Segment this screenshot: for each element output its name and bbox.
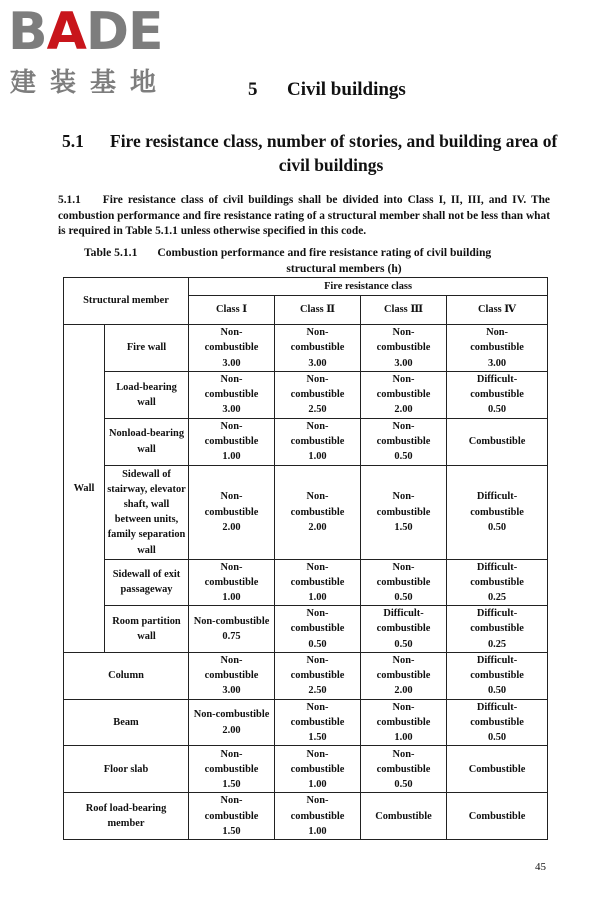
- rating-cell-line: Non-: [220, 327, 243, 339]
- rating-cell: [361, 606, 447, 653]
- rating-cell-line: 1.00: [222, 451, 241, 463]
- rating-cell-line: combustible: [204, 576, 259, 588]
- member-name: Fire wall: [105, 325, 189, 372]
- logo-chinese-text: 建装基地: [10, 68, 171, 98]
- rating-cell-line: 1.00: [222, 592, 241, 604]
- rating-cell-line: Non-: [306, 608, 329, 620]
- rating-cell-line: 0.75: [222, 631, 241, 643]
- rating-cell-line: Non-: [306, 420, 329, 432]
- rating-cell: [189, 746, 275, 793]
- rating-cell-line: Non-: [392, 491, 415, 503]
- rating-cell-line: combustible: [290, 810, 345, 822]
- rating-cell: [189, 325, 275, 372]
- rating-cell: [447, 465, 548, 559]
- rating-cell-line: 3.00: [222, 357, 241, 369]
- rating-cell: [189, 793, 275, 840]
- rating-cell-line: Combustible: [375, 810, 432, 822]
- rating-cell-line: Difficult-: [476, 374, 518, 385]
- rating-cell-line: 0.25: [487, 638, 507, 650]
- header-structural-member: Structural member: [64, 278, 189, 325]
- rating-cell-line: combustible: [470, 623, 524, 635]
- rating-cell-line: combustible: [376, 763, 431, 775]
- rating-cell-line: combustible: [204, 436, 259, 447]
- rating-cell-line: Non-: [486, 327, 509, 339]
- clause-number: 5.1.1: [58, 194, 81, 206]
- rating-cell: [275, 793, 361, 840]
- rating-cell: [447, 746, 548, 793]
- rating-cell: [275, 559, 361, 606]
- rating-cell-line: Non-: [392, 327, 415, 339]
- rating-cell-line: 2.00: [222, 724, 241, 736]
- rating-cell-line: combustible: [376, 342, 431, 354]
- rating-cell: [189, 606, 275, 653]
- member-name: Column: [64, 652, 189, 699]
- rating-cell-line: combustible: [204, 506, 259, 518]
- rating-cell: [361, 372, 447, 419]
- rating-cell-line: 1.50: [394, 521, 413, 533]
- rating-cell: [361, 465, 447, 559]
- rating-cell-line: Non-: [306, 491, 329, 503]
- rating-cell: [361, 652, 447, 699]
- rating-cell-line: combustible: [290, 576, 345, 588]
- rating-cell-line: combustible: [290, 670, 345, 682]
- rating-cell-line: 1.00: [308, 451, 327, 463]
- rating-cell-line: Non-: [220, 795, 243, 807]
- rating-cell-line: combustible: [204, 670, 259, 682]
- rating-cell-line: combustible: [204, 810, 259, 822]
- page-number: 45: [535, 861, 546, 873]
- rating-cell: [275, 699, 361, 746]
- rating-cell: [189, 418, 275, 465]
- fire-resistance-table: [63, 277, 548, 840]
- clause-paragraph: [58, 193, 550, 240]
- rating-cell: [447, 325, 548, 372]
- rating-cell-line: 2.00: [222, 521, 241, 533]
- rating-cell-line: Non-: [220, 491, 243, 503]
- rating-cell-line: 0.50: [487, 404, 507, 416]
- section-title-line1: Fire resistance class, number of stories, and building area of: [110, 131, 558, 151]
- rating-cell-line: 0.50: [394, 779, 413, 791]
- member-name: Sidewall of exit passageway: [105, 559, 189, 606]
- rating-cell-line: Non-: [220, 655, 243, 667]
- rating-cell-line: 3.00: [222, 685, 241, 697]
- rating-cell-line: 0.50: [394, 638, 413, 650]
- rating-cell: [361, 699, 447, 746]
- rating-cell-line: Non-: [392, 561, 415, 573]
- section-title-line2: civil buildings: [278, 155, 384, 175]
- rating-cell-line: Difficult-: [476, 655, 518, 667]
- rating-cell: [189, 372, 275, 419]
- rating-cell-line: 3.00: [308, 357, 327, 369]
- table-row: [64, 559, 548, 606]
- rating-cell: [447, 372, 548, 419]
- table-row: [64, 418, 548, 465]
- rating-cell-line: Difficult-: [476, 561, 518, 573]
- rating-cell-line: 0.50: [487, 685, 507, 697]
- rating-cell-line: 0.50: [308, 638, 327, 650]
- rating-cell-line: combustible: [470, 389, 524, 401]
- rating-cell-line: Non-: [392, 374, 415, 385]
- rating-cell-line: Non-: [220, 748, 243, 760]
- member-name: Load-bearing wall: [105, 372, 189, 419]
- rating-cell-line: 3.00: [222, 404, 241, 416]
- rating-cell: [447, 418, 548, 465]
- table-row: [64, 372, 548, 419]
- rating-cell-line: Non-: [306, 795, 329, 807]
- rating-cell-line: Non-combustible: [193, 615, 270, 627]
- logo-wordmark: BADE: [8, 2, 163, 62]
- rating-cell-line: combustible: [376, 576, 431, 588]
- rating-cell: [189, 699, 275, 746]
- rating-cell: [447, 606, 548, 653]
- rating-cell-line: 3.00: [487, 357, 507, 369]
- rating-cell-line: combustible: [376, 389, 431, 401]
- table-label: Table 5.1.1: [84, 246, 138, 259]
- rating-cell-line: combustible: [204, 763, 259, 775]
- rating-cell: [361, 746, 447, 793]
- chapter-number: 5: [248, 79, 258, 100]
- rating-cell: [361, 418, 447, 465]
- table-row: [64, 606, 548, 653]
- header-class-1: Class Ⅰ: [189, 296, 275, 325]
- rating-cell: [275, 465, 361, 559]
- rating-cell-line: Non-: [306, 561, 329, 573]
- rating-cell-line: 1.50: [222, 825, 241, 837]
- rating-cell-line: Difficult-: [476, 491, 518, 503]
- rating-cell-line: Difficult-: [383, 608, 424, 620]
- rating-cell-line: combustible: [290, 506, 345, 518]
- rating-cell-line: combustible: [290, 342, 345, 354]
- rating-cell-line: Non-: [306, 374, 329, 385]
- table-row: [64, 746, 548, 793]
- rating-cell-line: combustible: [290, 623, 345, 635]
- rating-cell-line: Non-: [392, 748, 415, 760]
- rating-cell-line: Non-: [392, 655, 415, 667]
- rating-cell-line: combustible: [376, 623, 431, 635]
- rating-cell-line: combustible: [376, 506, 431, 518]
- rating-cell-line: 1.00: [308, 592, 327, 604]
- rating-cell-line: 0.50: [487, 732, 507, 744]
- rating-cell: [361, 793, 447, 840]
- rating-cell-line: 1.50: [308, 732, 327, 744]
- header-class-4: Class Ⅳ: [447, 296, 548, 325]
- rating-cell: [275, 372, 361, 419]
- member-name: Roof load-bearing member: [64, 793, 189, 840]
- table-row: [64, 325, 548, 372]
- rating-cell-line: 2.00: [394, 685, 413, 697]
- member-name: Sidewall of stairway, elevator shaft, wall between units, family separation wall: [105, 465, 189, 559]
- rating-cell-line: 1.50: [222, 779, 241, 791]
- rating-cell: [275, 418, 361, 465]
- rating-cell-line: Non-: [392, 420, 415, 432]
- member-name: Nonload-bearing wall: [105, 418, 189, 465]
- rating-cell: [189, 652, 275, 699]
- rating-cell-line: combustible: [376, 436, 431, 447]
- rating-cell-line: Non-: [220, 561, 243, 573]
- rating-cell-line: combustible: [470, 717, 524, 729]
- rating-cell: [275, 325, 361, 372]
- rating-cell-line: combustible: [376, 717, 431, 729]
- header-class-2: Class Ⅱ: [275, 296, 361, 325]
- chapter-title: Civil buildings: [287, 79, 406, 100]
- table-row: [64, 652, 548, 699]
- rating-cell-line: Non-: [220, 420, 243, 432]
- rating-cell-line: Difficult-: [476, 701, 518, 713]
- rating-cell: [189, 465, 275, 559]
- rating-cell: [275, 746, 361, 793]
- table-caption-line1: Combustion performance and fire resistance rating of civil building: [157, 246, 492, 259]
- member-name: Beam: [64, 699, 189, 746]
- rating-cell-line: combustible: [470, 670, 524, 682]
- rating-cell-line: combustible: [470, 506, 524, 518]
- bade-logo: [8, 2, 178, 98]
- rating-cell-line: combustible: [290, 389, 345, 401]
- rating-cell: [189, 559, 275, 606]
- rating-cell-line: Combustible: [468, 436, 526, 447]
- rating-cell-line: Difficult-: [476, 608, 518, 620]
- rating-cell: [275, 606, 361, 653]
- rating-cell-line: 3.00: [394, 357, 413, 369]
- table-caption: [84, 245, 544, 276]
- rating-cell-line: 2.00: [308, 521, 327, 533]
- rating-cell-line: Non-: [392, 701, 415, 713]
- rating-cell-line: 2.50: [308, 404, 327, 416]
- rating-cell-line: Non-: [306, 748, 329, 760]
- rating-cell: [361, 559, 447, 606]
- clause-text: Fire resistance class of civil buildings shall be divided into Class I, II, III, and IV. The combustion performance and fire resistance rating of a structural member shall not be less than what is required in Table 5.1.1 unless otherwise specified in this code.: [58, 194, 550, 238]
- table-row: [64, 699, 548, 746]
- rating-cell-line: combustible: [204, 389, 259, 401]
- rating-cell: [447, 652, 548, 699]
- rating-cell-line: 1.00: [308, 779, 327, 791]
- rating-cell-line: 1.00: [308, 825, 327, 837]
- rating-cell-line: combustible: [204, 342, 259, 354]
- rating-cell-line: Combustible: [468, 763, 526, 775]
- rating-cell-line: Non-: [306, 701, 329, 713]
- table-caption-line2: structural members (h): [286, 261, 402, 275]
- rating-cell-line: 2.00: [394, 404, 413, 416]
- rating-cell-line: Combustible: [468, 810, 526, 822]
- rating-cell-line: Non-combustible: [193, 709, 270, 721]
- rating-cell-line: 0.50: [487, 521, 507, 533]
- header-class-3: Class Ⅲ: [361, 296, 447, 325]
- rating-cell-line: combustible: [290, 717, 345, 729]
- rating-cell: [447, 699, 548, 746]
- member-name: Floor slab: [64, 746, 189, 793]
- rating-cell-line: 1.00: [394, 732, 413, 744]
- rating-cell-line: Non-: [306, 655, 329, 667]
- header-fire-resistance-class: Fire resistance class: [189, 278, 548, 296]
- member-name: Room partition wall: [105, 606, 189, 653]
- rating-cell: [275, 652, 361, 699]
- table-row: [64, 465, 548, 559]
- rating-cell-line: 2.50: [308, 685, 327, 697]
- rating-cell-line: 0.50: [394, 592, 413, 604]
- section-number: 5.1: [62, 131, 84, 151]
- rating-cell-line: combustible: [470, 342, 524, 354]
- table-row: [64, 793, 548, 840]
- rating-cell-line: Non-: [220, 374, 243, 385]
- rating-cell: [361, 325, 447, 372]
- rating-cell: [447, 793, 548, 840]
- rating-cell: [447, 559, 548, 606]
- rating-cell-line: Non-: [306, 327, 329, 339]
- rating-cell-line: 0.50: [394, 451, 413, 463]
- rating-cell-line: combustible: [290, 763, 345, 775]
- rating-cell-line: combustible: [376, 670, 431, 682]
- rating-cell-line: combustible: [470, 576, 524, 588]
- rating-cell-line: combustible: [290, 436, 345, 447]
- rating-cell-line: 0.25: [487, 592, 507, 604]
- wall-group-label: Wall: [64, 325, 105, 653]
